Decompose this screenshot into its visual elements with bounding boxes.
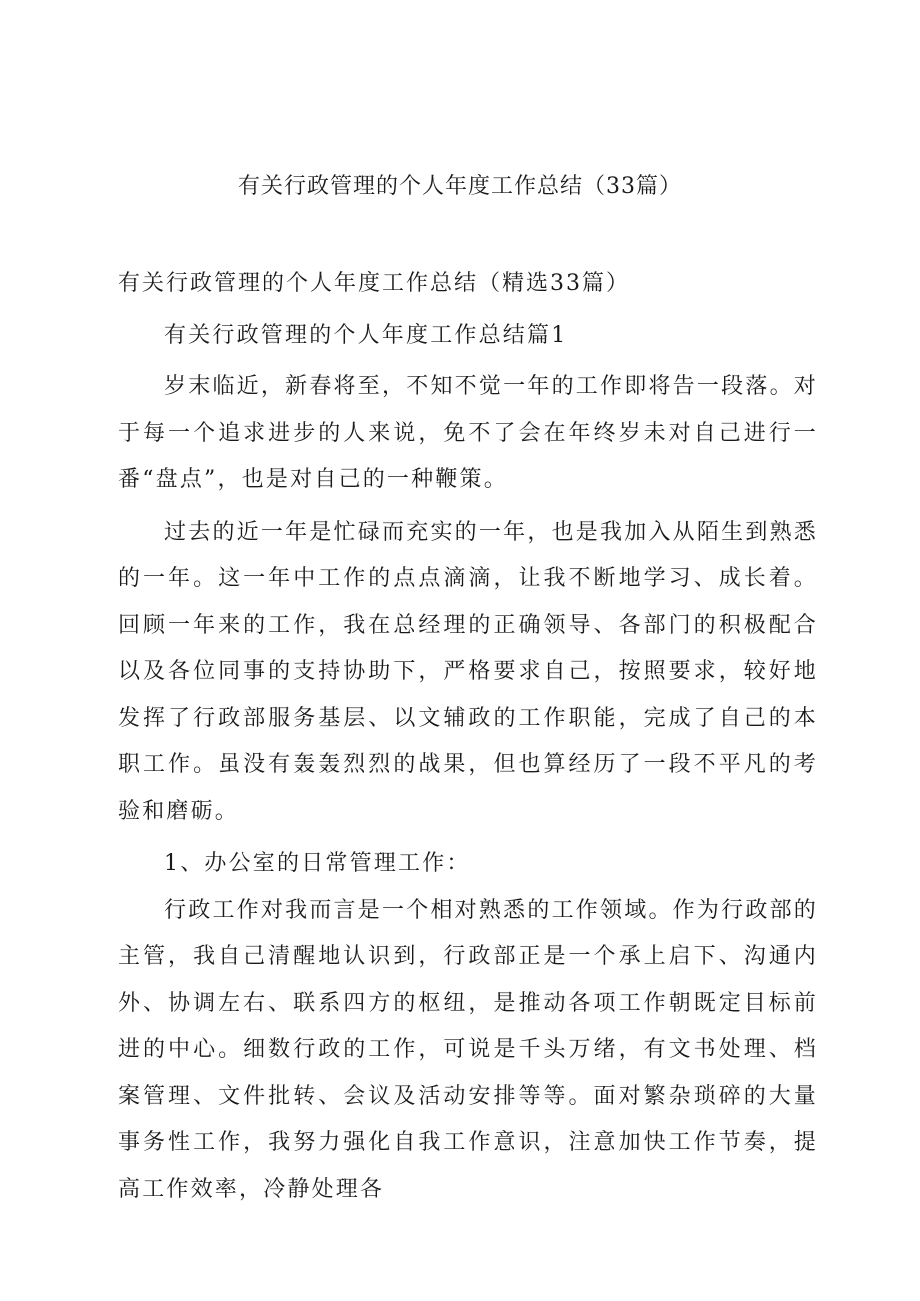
document-title: 有关行政管理的个人年度工作总结（33篇） <box>238 174 682 199</box>
document-body <box>118 268 818 1213</box>
item-paragraph: 行政工作对我而言是一个相对熟悉的工作领域。作为行政部的主管，我自己清醒地认识到，行政部正是一个承上启下、沟通内外、协调左右、联系四方的枢纽，是推动各项工作朝既定目标前进的中心。细数行政的工作，可说是千头万绪，有文书处理、档案管理、文件批转、会议及活动安排等等。面对繁杂琐碎的大量事务性工作，我努力强化自我工作意识，注意加快工作节奏，提高工作效率，冷静处理各 <box>118 897 818 1202</box>
section-heading: 有关行政管理的个人年度工作总结篇1 <box>164 323 568 348</box>
paragraph-review: 过去的近一年是忙碌而充实的一年，也是我加入从陌生到熟悉的一年。这一年中工作的点点滴滴，让我不断地学习、成长着。回顾一年来的工作，我在总经理的正确领导、各部门的积极配合以及各位同事的支持协助下，严格要求自己，按照要求，较好地发挥了行政部服务基层、以文辅政的工作职能，完成了自己的本职工作。虽没有轰轰烈烈的战果，但也算经历了一段不平凡的考验和磨砺。 <box>118 519 818 824</box>
item-heading: 1、办公室的日常管理工作： <box>164 851 471 876</box>
paragraph-intro: 岁末临近，新春将至，不知不觉一年的工作即将告一段落。对于每一个追求进步的人来说，免不了会在年终岁未对自己进行一番“盘点”，也是对自己的一种鞭策。 <box>118 374 818 492</box>
document-subtitle: 有关行政管理的个人年度工作总结（精选33篇） <box>118 271 630 296</box>
